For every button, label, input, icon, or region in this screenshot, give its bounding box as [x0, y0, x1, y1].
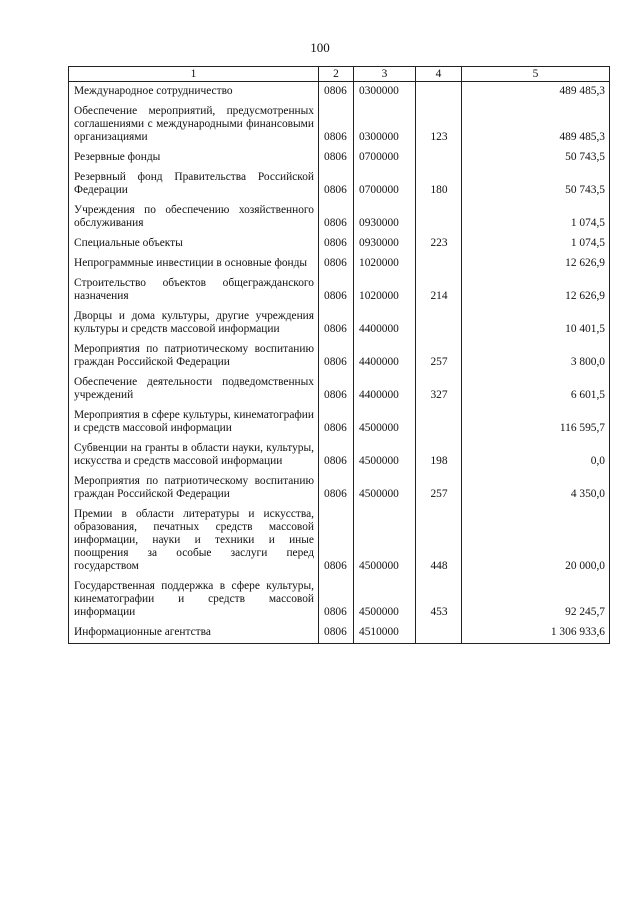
- header-row: [69, 67, 610, 82]
- table-row: [69, 340, 610, 373]
- row-expense-code: [416, 148, 462, 168]
- row-expense-code: 257: [416, 340, 462, 373]
- table-row: [69, 373, 610, 406]
- row-target-code: 4400000: [354, 373, 416, 406]
- row-amount: 10 401,5: [462, 307, 610, 340]
- row-ministry-code: 0806: [319, 274, 354, 307]
- table-row: [69, 623, 610, 644]
- row-amount: 6 601,5: [462, 373, 610, 406]
- table-row: [69, 505, 610, 577]
- row-amount: 1 306 933,6: [462, 623, 610, 644]
- table-row: [69, 82, 610, 103]
- row-amount: 50 743,5: [462, 148, 610, 168]
- header-col-3: 3: [354, 67, 416, 82]
- row-target-code: 4400000: [354, 340, 416, 373]
- row-name: Премии в области литературы и искусства, образования, печатных средств массовой информации, науки и техники и иные поощрения за особые заслуги перед государством: [69, 505, 319, 577]
- row-ministry-code: 0806: [319, 102, 354, 148]
- row-ministry-code: 0806: [319, 254, 354, 274]
- table-body: [69, 82, 610, 644]
- row-expense-code: 448: [416, 505, 462, 577]
- row-name: Субвенции на гранты в области науки, культуры, искусства и средств массовой информации: [69, 439, 319, 472]
- row-amount: 12 626,9: [462, 274, 610, 307]
- row-ministry-code: 0806: [319, 505, 354, 577]
- header-col-5: 5: [462, 67, 610, 82]
- row-ministry-code: 0806: [319, 340, 354, 373]
- row-target-code: 0700000: [354, 168, 416, 201]
- row-target-code: 0700000: [354, 148, 416, 168]
- row-amount: 116 595,7: [462, 406, 610, 439]
- table-row: [69, 148, 610, 168]
- row-expense-code: [416, 254, 462, 274]
- budget-table: [68, 66, 610, 644]
- row-ministry-code: 0806: [319, 373, 354, 406]
- row-expense-code: [416, 406, 462, 439]
- row-name: Международное сотрудничество: [69, 82, 319, 103]
- header-col-2: 2: [319, 67, 354, 82]
- table-row: [69, 234, 610, 254]
- row-name: Информационные агентства: [69, 623, 319, 644]
- table-row: [69, 274, 610, 307]
- row-expense-code: 453: [416, 577, 462, 623]
- row-name: Мероприятия по патриотическому воспитанию граждан Российской Федерации: [69, 340, 319, 373]
- row-target-code: 0930000: [354, 201, 416, 234]
- row-target-code: 4510000: [354, 623, 416, 644]
- row-expense-code: 223: [416, 234, 462, 254]
- table-row: [69, 201, 610, 234]
- row-name: Специальные объекты: [69, 234, 319, 254]
- row-target-code: 0300000: [354, 102, 416, 148]
- row-amount: 0,0: [462, 439, 610, 472]
- row-expense-code: [416, 307, 462, 340]
- row-ministry-code: 0806: [319, 168, 354, 201]
- row-target-code: 4500000: [354, 505, 416, 577]
- header-col-4: 4: [416, 67, 462, 82]
- row-name: Строительство объектов общегражданского назначения: [69, 274, 319, 307]
- row-name: Непрограммные инвестиции в основные фонды: [69, 254, 319, 274]
- row-expense-code: 180: [416, 168, 462, 201]
- row-amount: 50 743,5: [462, 168, 610, 201]
- row-ministry-code: 0806: [319, 439, 354, 472]
- row-ministry-code: 0806: [319, 577, 354, 623]
- row-target-code: 1020000: [354, 274, 416, 307]
- row-name: Мероприятия по патриотическому воспитанию граждан Российской Федерации: [69, 472, 319, 505]
- row-amount: 20 000,0: [462, 505, 610, 577]
- row-ministry-code: 0806: [319, 148, 354, 168]
- row-name: Обеспечение деятельности подведомственных учреждений: [69, 373, 319, 406]
- table-row: [69, 102, 610, 148]
- row-target-code: 4500000: [354, 577, 416, 623]
- row-ministry-code: 0806: [319, 307, 354, 340]
- row-expense-code: [416, 201, 462, 234]
- row-expense-code: 214: [416, 274, 462, 307]
- table-row: [69, 168, 610, 201]
- row-name: Резервные фонды: [69, 148, 319, 168]
- row-expense-code: [416, 623, 462, 644]
- table-row: [69, 472, 610, 505]
- row-ministry-code: 0806: [319, 234, 354, 254]
- table-row: [69, 406, 610, 439]
- row-name: Учреждения по обеспечению хозяйственного обслуживания: [69, 201, 319, 234]
- row-name: Обеспечение мероприятий, предусмотренных соглашениями с международными финансовыми организациями: [69, 102, 319, 148]
- row-target-code: 4400000: [354, 307, 416, 340]
- header-col-1: 1: [69, 67, 319, 82]
- row-expense-code: 327: [416, 373, 462, 406]
- table-row: [69, 254, 610, 274]
- row-amount: 3 800,0: [462, 340, 610, 373]
- row-name: Мероприятия в сфере культуры, кинематографии и средств массовой информации: [69, 406, 319, 439]
- row-expense-code: 257: [416, 472, 462, 505]
- row-target-code: 0300000: [354, 82, 416, 103]
- row-ministry-code: 0806: [319, 406, 354, 439]
- row-target-code: 4500000: [354, 406, 416, 439]
- row-target-code: 4500000: [354, 439, 416, 472]
- row-name: Резервный фонд Правительства Российской Федерации: [69, 168, 319, 201]
- row-amount: 1 074,5: [462, 201, 610, 234]
- row-expense-code: [416, 82, 462, 103]
- row-amount: 489 485,3: [462, 82, 610, 103]
- row-amount: 4 350,0: [462, 472, 610, 505]
- row-target-code: 1020000: [354, 254, 416, 274]
- row-name: Государственная поддержка в сфере культуры, кинематографии и средств массовой информации: [69, 577, 319, 623]
- page-number: 100: [310, 40, 330, 55]
- row-target-code: 4500000: [354, 472, 416, 505]
- row-amount: 489 485,3: [462, 102, 610, 148]
- row-expense-code: 123: [416, 102, 462, 148]
- table-row: [69, 439, 610, 472]
- row-ministry-code: 0806: [319, 201, 354, 234]
- table-header: [69, 67, 610, 82]
- row-amount: 12 626,9: [462, 254, 610, 274]
- table-row: [69, 577, 610, 623]
- row-ministry-code: 0806: [319, 82, 354, 103]
- row-amount: 1 074,5: [462, 234, 610, 254]
- row-amount: 92 245,7: [462, 577, 610, 623]
- row-target-code: 0930000: [354, 234, 416, 254]
- table-row: [69, 307, 610, 340]
- row-ministry-code: 0806: [319, 623, 354, 644]
- row-ministry-code: 0806: [319, 472, 354, 505]
- row-name: Дворцы и дома культуры, другие учреждения культуры и средств массовой информации: [69, 307, 319, 340]
- row-expense-code: 198: [416, 439, 462, 472]
